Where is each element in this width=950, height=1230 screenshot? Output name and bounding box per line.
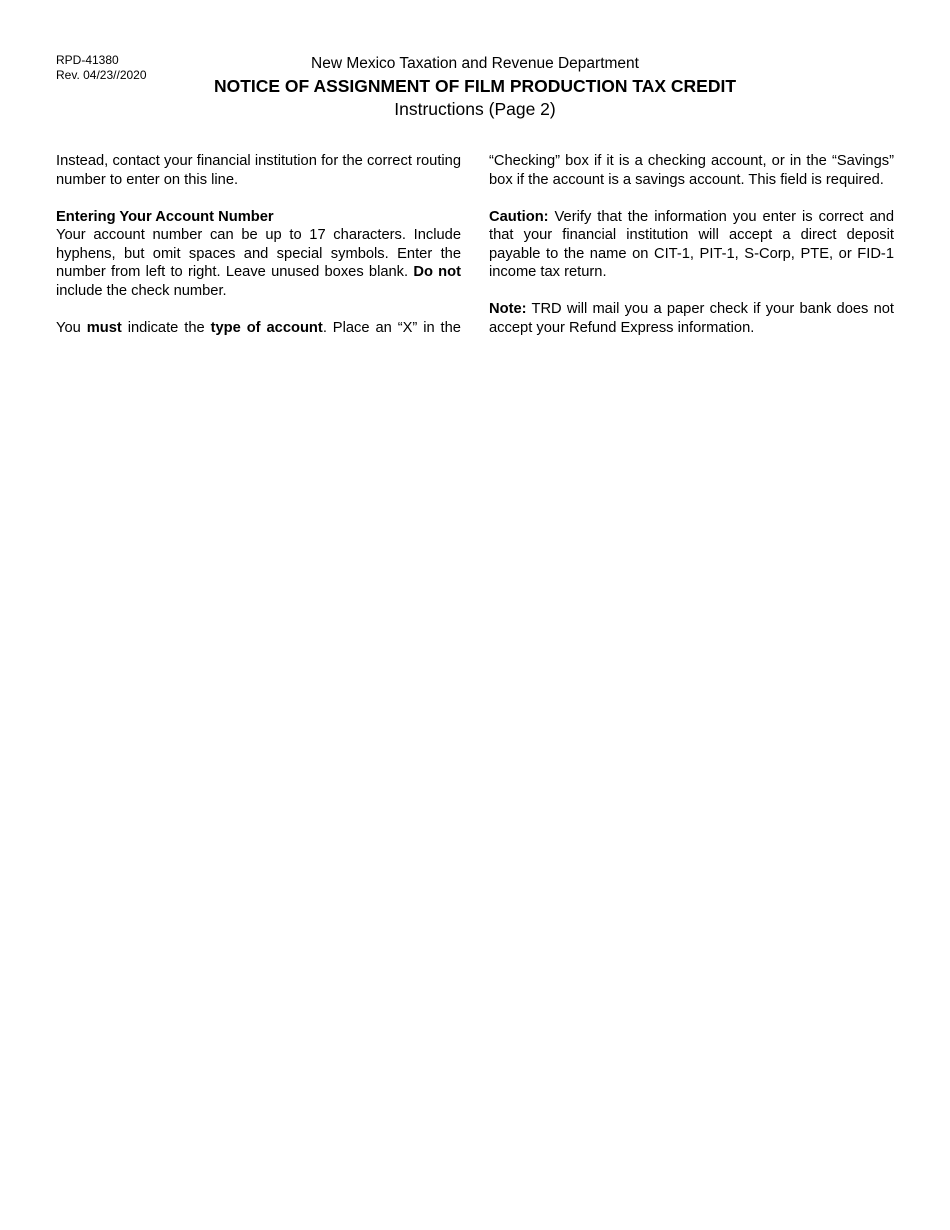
- account-type-text-3: . Place an “X” in the: [322, 319, 461, 336]
- account-number-section: [56, 208, 461, 301]
- department-name: New Mexico Taxation and Revenue Department: [311, 55, 639, 72]
- left-column: [56, 152, 461, 356]
- account-number-heading: Entering Your Account Number: [56, 208, 274, 225]
- right-column: [489, 152, 894, 356]
- document-header: [0, 54, 950, 120]
- routing-continued-text: Instead, contact your financial institution for the correct routing number to enter on this line.: [56, 153, 461, 188]
- caution-text: Verify that the information you enter is correct and that your financial institution will accept a direct deposit payable to the name on CIT-1, PIT-1, S-Corp, PTE, or FID-1 income tax return.: [489, 208, 894, 280]
- document-subtitle: Instructions (Page 2): [394, 99, 556, 119]
- account-type-bold-2: type of account: [210, 319, 323, 336]
- account-type-paragraph: [56, 319, 461, 338]
- form-number: RPD-41380: [56, 53, 119, 67]
- account-type-text-2: indicate the: [121, 319, 211, 336]
- caution-paragraph: [489, 208, 894, 282]
- account-type-continued-text: “Checking” box if it is a checking account, or in the “Savings” box if the account is a savings account. This field is required.: [489, 153, 894, 188]
- note-text: TRD will mail you a paper check if your bank does not accept your Refund Express information.: [489, 301, 894, 336]
- document-title: NOTICE OF ASSIGNMENT OF FILM PRODUCTION TAX CREDIT: [213, 76, 737, 96]
- caution-label: Caution:: [489, 208, 549, 225]
- form-revision: Rev. 04/23//2020: [56, 68, 147, 82]
- note-label: Note:: [489, 301, 527, 317]
- note-paragraph: [489, 300, 894, 337]
- account-number-text-2: include the check number.: [56, 282, 227, 299]
- account-type-bold-1: must: [86, 319, 122, 336]
- routing-continued-paragraph: [56, 152, 461, 189]
- account-type-text-1: You: [56, 319, 87, 336]
- account-type-continued-paragraph: [489, 152, 894, 189]
- account-number-text-1: Your account number can be up to 17 characters. Include hyphens, but omit spaces and special symbols. Enter the number from left to right. Leave unused boxes blank.: [56, 227, 461, 280]
- account-number-bold: Do not: [413, 264, 461, 280]
